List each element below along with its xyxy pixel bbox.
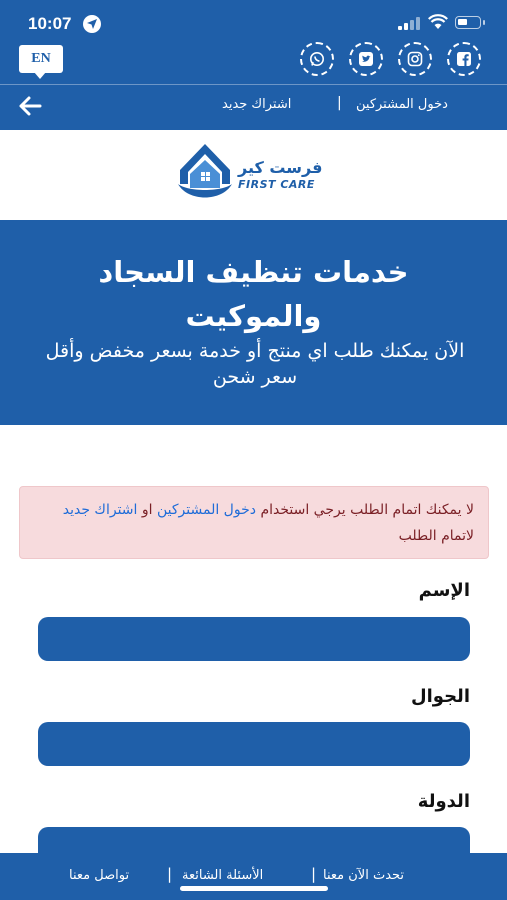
instagram-icon[interactable] — [398, 42, 432, 76]
facebook-icon[interactable] — [447, 42, 481, 76]
mobile-field[interactable] — [38, 722, 470, 766]
alert-text-end: لاتمام الطلب — [398, 528, 474, 544]
hero-subtitle: الآن يمكنك طلب اي منتج أو خدمة بسعر مخفض وأقل سعر شحن — [45, 340, 465, 388]
faq-link[interactable]: الأسئلة الشائعة — [182, 868, 264, 883]
top-nav — [0, 85, 507, 129]
hero-title: خدمات تنظيف السجاد والموكيت — [98, 255, 409, 333]
back-arrow-icon[interactable] — [18, 95, 42, 121]
login-link[interactable]: دخول المشتركين — [356, 97, 448, 112]
logo-english-name: FIRST CARE — [238, 178, 315, 191]
contact-us-link[interactable]: تواصل معنا — [69, 868, 130, 883]
house-logo-icon[interactable] — [174, 140, 236, 208]
alert-text-start: لا يمكنك اتمام الطلب يرجي استخدام — [260, 502, 474, 518]
mobile-label: الجوال — [411, 686, 470, 707]
nav-separator: | — [337, 95, 342, 111]
home-indicator — [180, 886, 328, 891]
language-switch-button[interactable]: EN — [19, 45, 63, 73]
name-label: الإسم — [418, 580, 470, 601]
twitter-icon[interactable] — [349, 42, 383, 76]
whatsapp-icon[interactable] — [300, 42, 334, 76]
location-arrow-icon — [83, 15, 101, 33]
name-field[interactable] — [38, 617, 470, 661]
alert-register-link[interactable]: اشتراك جديد — [62, 502, 138, 518]
hero-banner — [0, 220, 507, 425]
bottom-nav-separator: | — [311, 865, 317, 883]
logo-section — [0, 130, 507, 220]
battery-icon — [455, 16, 481, 29]
chat-now-link[interactable]: تحدث الآن معنا — [323, 868, 405, 883]
register-link[interactable]: اشتراك جديد — [222, 97, 292, 112]
bottom-nav-separator: | — [167, 865, 173, 883]
bottom-nav — [0, 853, 507, 900]
status-bar — [0, 0, 507, 44]
wifi-icon — [428, 14, 448, 34]
cellular-signal-icon — [398, 16, 422, 30]
country-label: الدولة — [417, 791, 470, 812]
alert-login-link[interactable]: دخول المشتركين — [157, 502, 256, 518]
logo-arabic-name: فرست كير — [238, 158, 323, 177]
status-time: 10:07 — [28, 14, 72, 33]
alert-or-text: او — [141, 502, 153, 518]
login-required-alert — [19, 486, 489, 559]
